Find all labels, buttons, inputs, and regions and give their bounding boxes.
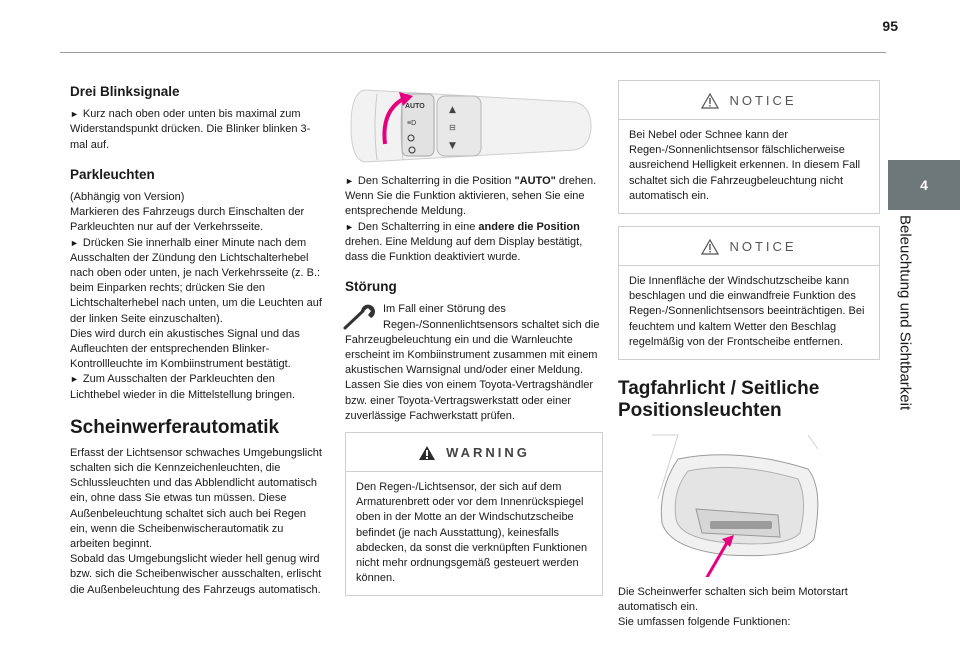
- svg-text:▼: ▼: [449, 141, 456, 151]
- step-auto-off: ► Den Schalterring in eine andere die Position drehen. Eine Meldung auf dem Display bestätigt, dass die Funktion deaktiviert wurde.: [345, 220, 583, 264]
- arrow-right-icon: ►: [70, 237, 79, 248]
- section-title-stoerung: Störung: [345, 279, 397, 295]
- tfl-text-1: Die Scheinwerfer schalten sich beim Motorstart automatisch ein.: [618, 586, 848, 614]
- column-right: [618, 80, 880, 631]
- wrench-icon: [341, 302, 379, 332]
- chapter-tab[interactable]: 4: [888, 160, 960, 210]
- notice-box-windshield: [618, 226, 880, 360]
- warning-box: [345, 432, 603, 596]
- notice-text-2: Die Innenfläche der Windschutzscheibe kann beschlagen und die einwandfreie Funktion des Regen-/Sonnenlichtsensors beeinträchtigen. Bei feuchtem und kaltem Wetter den Beschlag regelmäßig von der Frontscheibe entfernen.: [629, 275, 865, 348]
- arrow-right-icon: ►: [70, 109, 79, 120]
- section-title-scheinwerferautomatik: Scheinwerferautomatik: [70, 416, 280, 438]
- park-text-3: Dies wird durch ein akustisches Signal und das Aufleuchten der entsprechenden Blinker-Kontrollleuchte im Kombiinstrument bestätigt.: [70, 327, 300, 371]
- notice-box-fog: [618, 80, 880, 214]
- top-divider: [60, 52, 886, 53]
- arrow-right-icon: ►: [345, 176, 354, 186]
- warning-header: WARNING: [356, 443, 592, 463]
- section-title-drei-blinksignale: Drei Blinksignale: [70, 84, 180, 99]
- notice-icon: [701, 93, 719, 109]
- svg-text:⊟: ⊟: [449, 123, 456, 132]
- notice-text-1: Bei Nebel oder Schnee kann der Regen-/Sonnenlichtsensor fälschlicherweise ausreichend Helligkeit erkennen. In diesem Fall schaltet sich die Fahrzeugbeleuchtung nicht automatisch ein.: [629, 129, 861, 202]
- stoerung-block: [345, 302, 603, 424]
- auto-text-2: Sobald das Umgebungslicht wieder hell genug wird bzw. sich die Scheibenwischer ausschalten, erlischt die Außenbeleuchtung des Fahrzeugs automatisch.: [70, 553, 322, 596]
- notice-icon: [701, 239, 719, 255]
- stoerung-text: Im Fall einer Störung des Regen-/Sonnenlichtsensors schaltet sich die Fahrzeugbeleuchtung ein und die Warnleuchte erscheint im Kombiinstrument zusammen mit einem akustischen Warnsignal und/oder einer Meldung. Lassen Sie dies von einem Toyota-Vertragshändler bzw. einer Toyota-Vertragswerkstatt oder einer zuverlässige Fachwerkstatt prüfen.: [345, 303, 600, 422]
- light-stalk-icon: [345, 80, 603, 168]
- page-number: 95: [882, 18, 898, 34]
- warning-divider: [346, 471, 602, 472]
- svg-text:≡D: ≡D: [407, 120, 417, 127]
- park-text-4: ► Zum Ausschalten der Parkleuchten den Lichthebel wieder in die Mittelstellung bringen.: [70, 373, 296, 401]
- step-auto-on: ► Den Schalterring in die Position "AUTO" drehen. Wenn Sie die Funktion aktivieren, sehen Sie eine entsprechende Meldung.: [345, 175, 597, 218]
- column-middle: [345, 80, 603, 596]
- light-stalk-figure: [345, 80, 603, 168]
- notice-header-2: NOTICE: [629, 237, 869, 257]
- svg-text:AUTO: AUTO: [405, 103, 425, 110]
- park-text-2: ► Drücken Sie innerhalb einer Minute nach dem Ausschalten der Zündung den Lichtschalterhebel nach oben oder unten, je nach Verkehrsseite (z. B.: beim Einparken rechts; drücken Sie den Lichtschalterhebel nach unten, um die Leuchten auf der linken Seite einzuschalten).: [70, 236, 322, 325]
- notice-divider-2: [619, 265, 879, 266]
- section-title-tagfahrlicht: Tagfahrlicht / Seitliche Positionsleuchten: [618, 378, 820, 422]
- park-version-note: (Abhängig von Version): [70, 191, 185, 204]
- headlamp-icon: [618, 429, 880, 577]
- warning-text: Den Regen-/Lichtsensor, der sich auf dem Armaturenbrett oder vor dem Innenrückspiegel oben in der Motte an der Windschutzscheibe befindet (je nach Ausstattung), keinesfalls abdecken, da sonst die verknüpften Funktionen nicht mehr ordnungsgemäß gesteuert werden können.: [356, 481, 588, 585]
- section-title-parkleuchten: Parkleuchten: [70, 166, 155, 182]
- park-text-1: Markieren des Fahrzeugs durch Einschalten der Parkleuchten nur auf der Verkehrsseite.: [70, 206, 305, 234]
- headlamp-figure: [618, 429, 880, 577]
- warning-icon: [418, 445, 436, 461]
- arrow-right-icon: ►: [345, 221, 354, 232]
- svg-text:▲: ▲: [449, 105, 456, 115]
- notice-header-1: NOTICE: [629, 91, 869, 111]
- chapter-title: Beleuchtung und Sichtbarkeit: [896, 215, 914, 411]
- arrow-right-icon: ►: [70, 374, 79, 385]
- notice-divider-1: [619, 119, 879, 120]
- drei-blinksignale-text: ► Kurz nach oben oder unten bis maximal zum Widerstandspunkt drücken. Die Blinker blinken 3-mal auf.: [70, 108, 311, 151]
- column-left: [70, 84, 325, 598]
- tfl-text-2: Sie umfassen folgende Funktionen:: [618, 616, 791, 629]
- auto-text-1: Erfasst der Lichtsensor schwaches Umgebungslicht schalten sich die Kennzeichenleuchten, die Schlussleuchten und das Abblendlicht automatisch ein, ohne dass Sie etwas tun müssen. Diese Außenbeleuchtung schaltet sich auch bei Regen ein, wenn die Scheibenwischerautomatik zu arbeiten beginnt.: [70, 446, 322, 551]
